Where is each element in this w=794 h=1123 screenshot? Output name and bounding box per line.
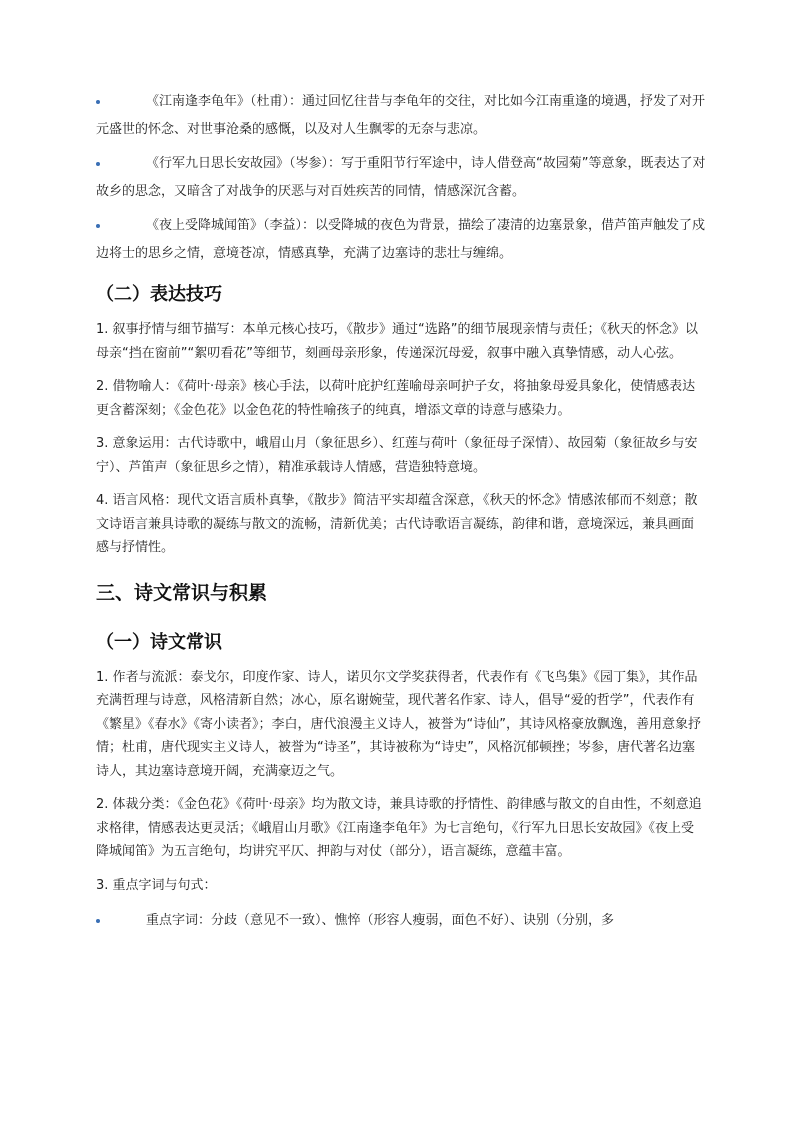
- paragraph: 2. 体裁分类：《金色花》《荷叶·母亲》均为散文诗，兼具诗歌的抒情性、韵律感与散文的自由性，不刻意追求格律，情感表达更灵活；《峨眉山月歌》《江南逢李龟年》为七言绝句，《行军九日思长安故园》《夜上受降城闻笛》为五言绝句，均讲究平仄、押韵与对仗（部分），语言凝练，意蕴丰富。: [96, 797, 702, 859]
- section-heading-techniques: （二）表达技巧: [96, 284, 222, 305]
- paragraph: 1. 叙事抒情与细节描写：本单元核心技巧，《散步》通过“选路”的细节展现亲情与责任；《秋天的怀念》以母亲“挡在窗前”“絮叨看花”等细节，刻画母亲形象，传递深沉母爱，叙事中融入真挚情感，动人心弦。: [96, 322, 699, 361]
- document-body: [96, 88, 706, 941]
- list-item-text: 重点字词：分歧（意见不一致）、憔悴（形容人瘦弱，面色不好）、诀别（分别，多: [146, 913, 615, 928]
- paragraph: 2. 借物喻人：《荷叶·母亲》核心手法，以荷叶庇护红莲喻母亲呵护子女，将抽象母爱具象化，使情感表达更含蓄深刻；《金色花》以金色花的特性喻孩子的纯真，增添文章的诗意与感染力。: [96, 379, 696, 418]
- paragraph: 4. 语言风格：现代文语言质朴真挚，《散步》简洁平实却蕴含深意，《秋天的怀念》情感浓郁而不刻意；散文诗语言兼具诗歌的凝练与散文的流畅，清新优美；古代诗歌语言凝练，韵律和谐，意境深远，兼具画面感与抒情性。: [96, 493, 698, 555]
- section-heading-three: 三、诗文常识与积累: [96, 581, 268, 604]
- list-item: [96, 88, 706, 144]
- list-item-text: 《行军九日思长安故园》（岑参）：写于重阳节行军途中，诗人借登高“故园菊”等意象，既表达了对故乡的思念，又暗含了对战争的厌恶与对百姓疾苦的同情，情感深沉含蓄。: [96, 156, 706, 199]
- list-item: [96, 907, 706, 935]
- bullet-icon: [96, 919, 100, 923]
- list-item: [96, 150, 706, 206]
- list-item-text: 《夜上受降城闻笛》（李益）：以受降城的夜色为背景，描绘了凄清的边塞景象，借芦笛声触发了戍边将士的思乡之情，意境苍凉，情感真挚，充满了边塞诗的悲壮与缠绵。: [96, 218, 706, 261]
- paragraph: 3. 意象运用：古代诗歌中，峨眉山月（象征思乡）、红莲与荷叶（象征母子深情）、故园菊（象征故乡与安宁）、芦笛声（象征思乡之情），精准承载诗人情感，营造独特意境。: [96, 436, 698, 475]
- list-item: [96, 212, 706, 268]
- paragraph: 3. 重点字词与句式：: [96, 877, 217, 893]
- section-heading-knowledge: （一）诗文常识: [96, 631, 222, 653]
- list-item-text: 《江南逢李龟年》（杜甫）：通过回忆往昔与李龟年的交往，对比如今江南重逢的境遇，抒发了对开元盛世的怀念、对世事沧桑的感慨，以及对人生飘零的无奈与悲凉。: [96, 94, 706, 137]
- paragraph: 1. 作者与流派：泰戈尔，印度作家、诗人，诺贝尔文学奖获得者，代表作有《飞鸟集》《园丁集》，其作品充满哲理与诗意，风格清新自然；冰心，原名谢婉莹，现代著名作家、诗人，倡导“爱的哲学”，代表作有《繁星》《春水》《寄小读者》；李白，唐代浪漫主义诗人，被誉为“诗仙”，其诗风格豪放飘逸，善用意象抒情；杜甫，唐代现实主义诗人，被誉为“诗圣”，其诗被称为“诗史”，风格沉郁顿挫；岑参，唐代著名边塞诗人，其边塞诗意境开阔，充满豪迈之气。: [96, 669, 701, 779]
- bullet-icon: [96, 162, 100, 166]
- bullet-icon: [96, 224, 100, 228]
- bullet-icon: [96, 100, 100, 104]
